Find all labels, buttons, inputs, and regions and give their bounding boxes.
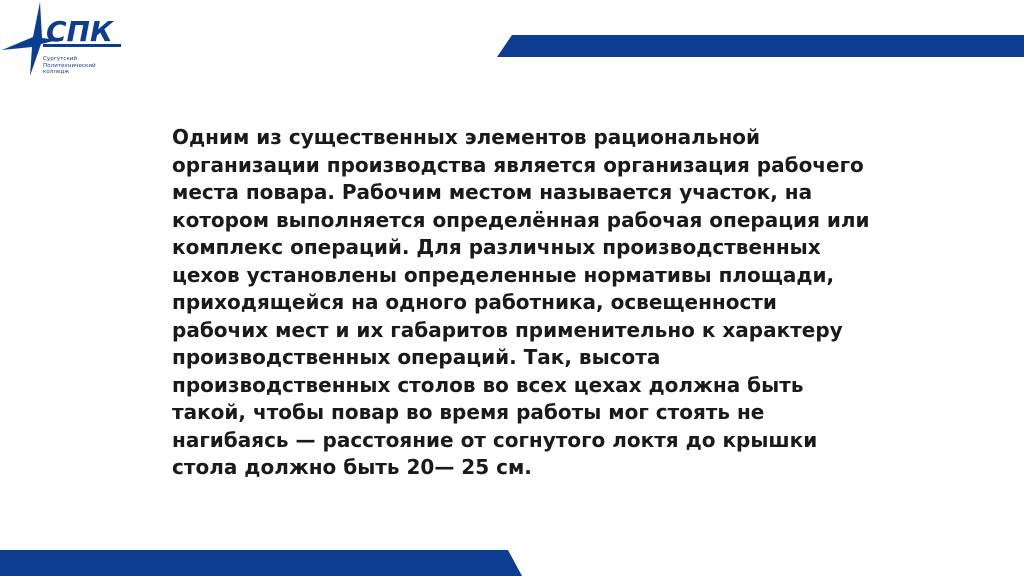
logo-abbreviation: СПК xyxy=(46,15,113,48)
body-paragraph: Одним из существенных элементов рациональной организации производства является организация рабочего места повара. Рабочим местом называется участок, на котором выполняется определённая рабочая операция или комплекс операций. Для различных производственных цехов установлены определенные нормативы площади, приходящейся на одного работника, освещенности рабочих мест и их габаритов применительно к характеру производственных операций. Так, высота производственных столов во всех цехах должна быть такой, чтобы повар во время работы мог стоять не нагибаясь — расстояние от согнутого локтя до крышки стола должно быть 20— 25 см. xyxy=(172,125,870,479)
logo-subtitle: Сургутский Политехнический колледж xyxy=(43,56,96,76)
